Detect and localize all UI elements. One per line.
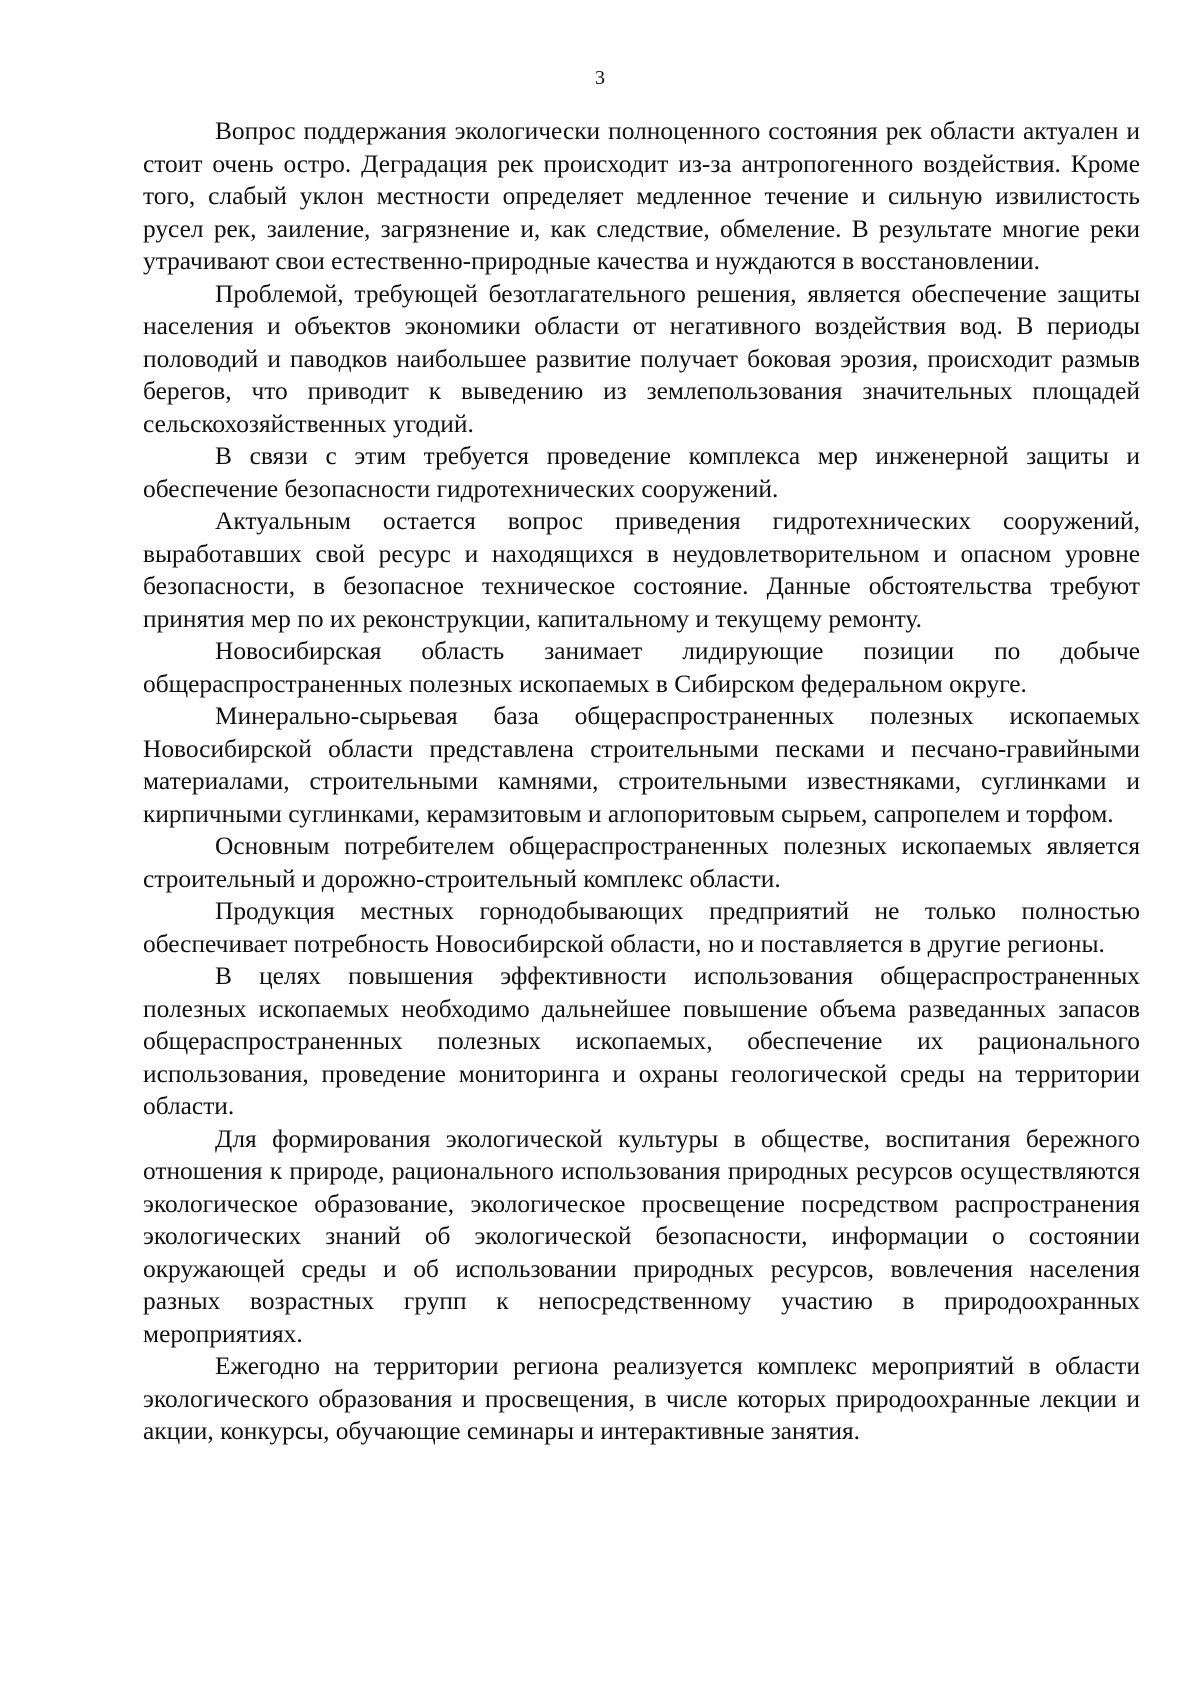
paragraph-mining-products: Продукция местных горнодобывающих предприятий не только полностью обеспечивает потребность Новосибирской области, но и поставляется в другие регионы. bbox=[143, 897, 1140, 958]
paragraph-mining-leadership: Новосибирская область занимает лидирующие позиции по добыче общераспространенных полезных ископаемых в Сибирском федеральном округе. bbox=[143, 637, 1140, 698]
document-body bbox=[143, 115, 1140, 1448]
paragraph-mineral-base: Минерально-сырьевая база общераспространенных полезных ископаемых Новосибирской области представлена строительными песками и песчано-гравийными материалами, строительными камнями, строительными известняками, суглинками и кирпичными суглинками, керамзитовым и аглопоритовым сырьем, сапропелем и торфом. bbox=[143, 702, 1140, 828]
paragraph-hydraulic-structures: Актуальным остается вопрос приведения гидротехнических сооружений, выработавших свой ресурс и находящихся в неудовлетворительном и опасном уровне безопасности, в безопасное техническое состояние. Данные обстоятельства требуют принятия мер по их реконструкции, капитальному и текущему ремонту. bbox=[143, 507, 1140, 633]
paragraph-resource-efficiency: В целях повышения эффективности использования общераспространенных полезных ископаемых необходимо дальнейшее повышение объема разведанных запасов общераспространенных полезных ископаемых, обеспечение их рационального использования, проведение мониторинга и охраны геологической среды на территории области. bbox=[143, 962, 1140, 1120]
paragraph-ecological-culture: Для формирования экологической культуры в обществе, воспитания бережного отношения к природе, рационального использования природных ресурсов осуществляются экологическое образование, экологическое просвещение посредством распространения экологических знаний об экологической безопасности, информации о состоянии окружающей среды и об использовании природных ресурсов, вовлечения населения разных возрастных групп к непосредственному участию в природоохранных мероприятиях. bbox=[143, 1124, 1140, 1348]
paragraph-annual-activities: Ежегодно на территории региона реализуется комплекс мероприятий в области экологического образования и просвещения, в числе которых природоохранные лекции и акции, конкурсы, обучающие семинары и интерактивные занятия. bbox=[143, 1352, 1140, 1445]
page-number: 3 bbox=[595, 67, 605, 89]
paragraph-main-consumer: Основным потребителем общераспространенных полезных ископаемых является строительный и дорожно-строительный комплекс области. bbox=[143, 832, 1140, 893]
paragraph-engineering-protection: В связи с этим требуется проведение комплекса мер инженерной защиты и обеспечение безопасности гидротехнических сооружений. bbox=[143, 442, 1140, 503]
paragraph-river-condition: Вопрос поддержания экологически полноценного состояния рек области актуален и стоит очень остро. Деградация рек происходит из-за антропогенного воздействия. Кроме того, слабый уклон местности определяет медленное течение и сильную извилистость русел рек, заиление, загрязнение и, как следствие, обмеление. В результате многие реки утрачивают свои естественно-природные качества и нуждаются в восстановлении. bbox=[143, 117, 1140, 275]
paragraph-flood-protection: Проблемой, требующей безотлагательного решения, является обеспечение защиты населения и объектов экономики области от негативного воздействия вод. В периоды половодий и паводков наибольшее развитие получает боковая эрозия, происходит размыв берегов, что приводит к выведению из землепользования значительных площадей сельскохозяйственных угодий. bbox=[143, 279, 1140, 438]
